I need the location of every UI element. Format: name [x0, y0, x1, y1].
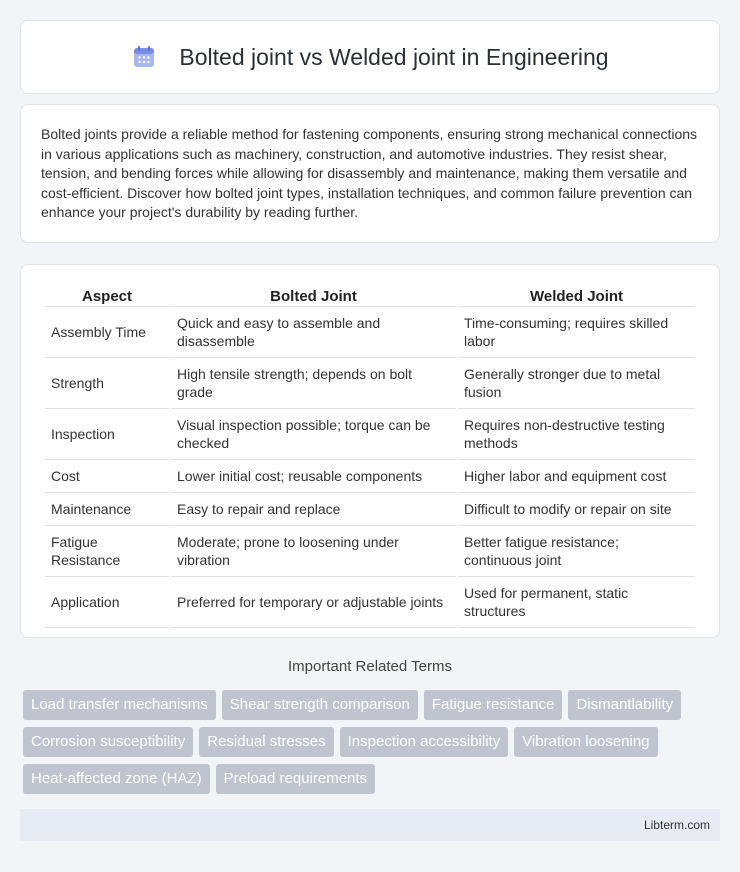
table-row [45, 408, 695, 459]
cell-aspect: Fatigue Resistance [45, 525, 169, 576]
related-term-tag[interactable]: Preload requirements [216, 764, 375, 794]
table-row [45, 306, 695, 357]
comparison-table [43, 285, 697, 628]
related-terms-list [23, 690, 723, 794]
table-row [45, 525, 695, 576]
related-term-tag[interactable]: Shear strength comparison [222, 690, 418, 720]
page-title: Bolted joint vs Welded joint in Engineering [179, 43, 609, 70]
cell-bolted: Preferred for temporary or adjustable joints [171, 576, 456, 628]
header-bolted: Bolted Joint [270, 288, 357, 305]
header-aspect: Aspect [81, 288, 133, 305]
footer [20, 809, 720, 841]
cell-aspect: Strength [45, 357, 169, 408]
cell-aspect: Maintenance [45, 492, 169, 525]
calendar-icon [131, 44, 157, 70]
cell-bolted: Visual inspection possible; torque can be checked [171, 408, 456, 459]
related-term-tag[interactable]: Corrosion susceptibility [23, 727, 193, 757]
cell-bolted: Moderate; prone to loosening under vibration [171, 525, 456, 576]
cell-aspect: Assembly Time [45, 306, 169, 357]
cell-bolted: High tensile strength; depends on bolt grade [171, 357, 456, 408]
cell-aspect: Cost [45, 459, 169, 492]
cell-welded: Difficult to modify or repair on site [458, 492, 695, 525]
related-term-tag[interactable]: Inspection accessibility [340, 727, 509, 757]
cell-aspect: Inspection [45, 408, 169, 459]
cell-welded: Requires non-destructive testing methods [458, 408, 695, 459]
table-row [45, 576, 695, 628]
cell-welded: Time-consuming; requires skilled labor [458, 306, 695, 357]
table-row [45, 357, 695, 408]
cell-bolted: Lower initial cost; reusable components [171, 459, 456, 492]
related-term-tag[interactable]: Dismantlability [568, 690, 681, 720]
footer-brand-link[interactable]: Libterm.com [643, 818, 710, 832]
related-term-tag[interactable]: Vibration loosening [514, 727, 657, 757]
cell-bolted: Quick and easy to assemble and disassemble [171, 306, 456, 357]
related-term-tag[interactable]: Load transfer mechanisms [23, 690, 216, 720]
related-term-tag[interactable]: Heat-affected zone (HAZ) [23, 764, 210, 794]
cell-aspect: Application [45, 576, 169, 628]
related-terms-title: Important Related Terms [288, 658, 452, 675]
cell-welded: Higher labor and equipment cost [458, 459, 695, 492]
intro-text: Bolted joints provide a reliable method for fastening components, ensuring strong mechanical connections in various applications such as machinery, construction, and automotive industries. They resist shear, tension, and bending forces while allowing for disassembly and maintenance, making them versatile and cost-efficient. Discover how bolted joint types, installation techniques, and common failure prevention can enhance your project's durability by reading further. [41, 126, 698, 220]
cell-welded: Generally stronger due to metal fusion [458, 357, 695, 408]
header-welded: Welded Joint [529, 288, 624, 305]
cell-bolted: Easy to repair and replace [171, 492, 456, 525]
table-row [45, 492, 695, 525]
cell-welded: Used for permanent, static structures [458, 576, 695, 628]
title-card [20, 20, 720, 94]
related-term-tag[interactable]: Fatigue resistance [424, 690, 563, 720]
table-header-row [45, 285, 695, 306]
intro-card [20, 104, 720, 243]
cell-welded: Better fatigue resistance; continuous joint [458, 525, 695, 576]
table-row [45, 459, 695, 492]
related-term-tag[interactable]: Residual stresses [199, 727, 333, 757]
comparison-table-card [20, 264, 720, 638]
